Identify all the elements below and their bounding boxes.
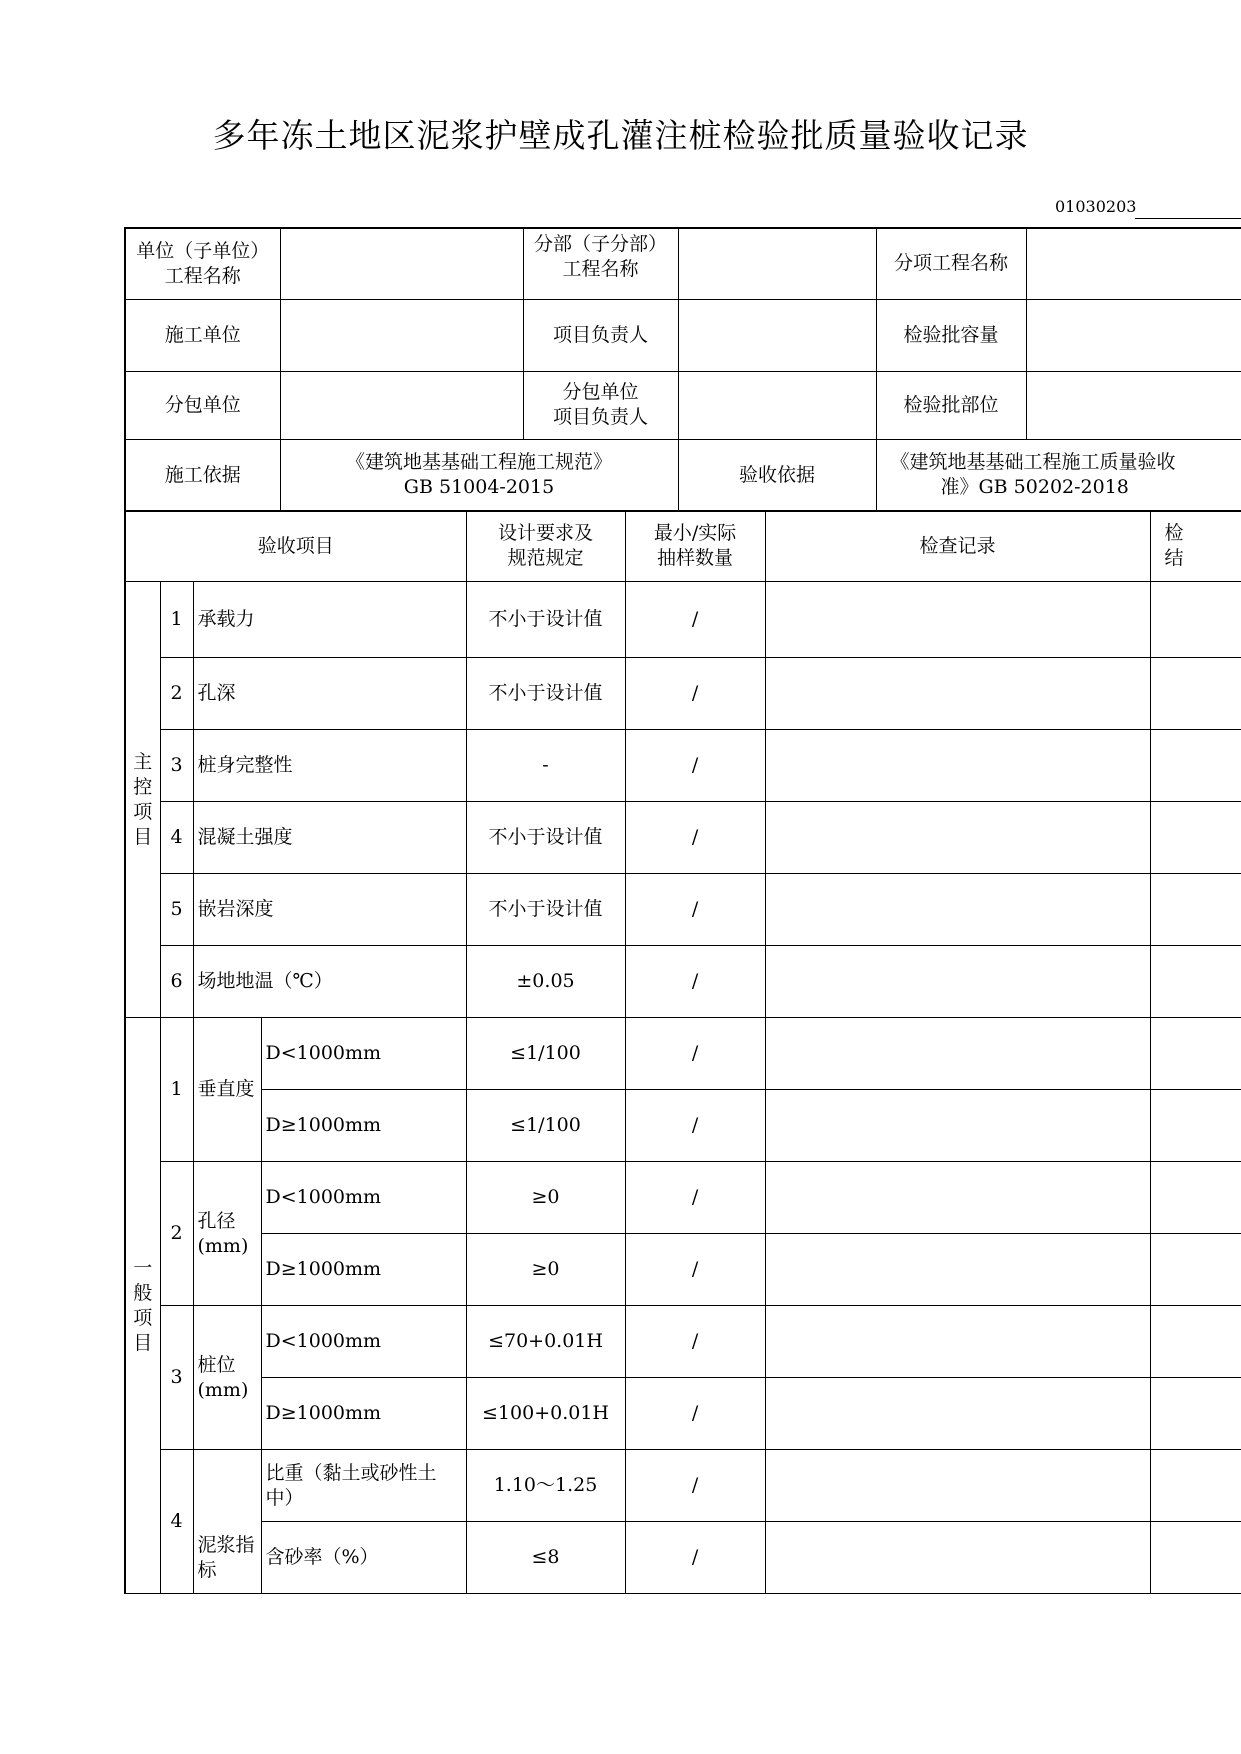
main-item-sample[interactable]: /	[625, 946, 765, 1018]
acceptance-basis-value: 《建筑地基基础工程施工质量验收 准》GB 50202-2018	[876, 439, 1241, 511]
subcontractor-field[interactable]	[280, 371, 523, 439]
general-item-sample[interactable]: /	[625, 1018, 765, 1090]
main-item-sample[interactable]: /	[625, 730, 765, 802]
general-sub-name: D<1000mm	[261, 1162, 466, 1234]
project-lead-label: 项目负责人	[523, 299, 678, 371]
main-item-name: 承载力	[193, 582, 466, 658]
general-item-result[interactable]	[1150, 1378, 1241, 1450]
main-item-no: 2	[160, 658, 193, 730]
main-item-sample[interactable]: /	[625, 658, 765, 730]
main-item-sample[interactable]: /	[625, 874, 765, 946]
basis-label: 施工依据	[125, 439, 280, 511]
project-lead-field[interactable]	[678, 299, 876, 371]
general-item-sample[interactable]: /	[625, 1450, 765, 1522]
sub-lead-field[interactable]	[678, 371, 876, 439]
contractor-field[interactable]	[280, 299, 523, 371]
col-result-header: 检 结	[1150, 511, 1241, 582]
general-item-name: 泥浆指 标	[193, 1450, 261, 1594]
general-item-req: ≤70+0.01H	[466, 1306, 625, 1378]
general-sub-name: 比重（黏土或砂性土 中）	[261, 1450, 466, 1522]
general-item-sample[interactable]: /	[625, 1306, 765, 1378]
general-item-record[interactable]	[765, 1018, 1150, 1090]
main-item-record[interactable]	[765, 874, 1150, 946]
general-item-req: ≤1/100	[466, 1018, 625, 1090]
main-item-name: 混凝土强度	[193, 802, 466, 874]
main-item-sample[interactable]: /	[625, 582, 765, 658]
general-sub-name: D<1000mm	[261, 1018, 466, 1090]
general-item-name: 垂直度	[193, 1018, 261, 1162]
acceptance-basis-label: 验收依据	[678, 439, 876, 511]
general-item-req: ≤1/100	[466, 1090, 625, 1162]
general-item-req: 1.10～1.25	[466, 1450, 625, 1522]
general-group-label: 一 般 项 目	[125, 1018, 160, 1594]
main-item-req: 不小于设计值	[466, 874, 625, 946]
general-item-sample[interactable]: /	[625, 1162, 765, 1234]
header-table	[124, 227, 1241, 512]
main-item-record[interactable]	[765, 582, 1150, 658]
general-item-record[interactable]	[765, 1450, 1150, 1522]
general-item-result[interactable]	[1150, 1018, 1241, 1090]
main-item-result[interactable]	[1150, 658, 1241, 730]
col-item-header: 验收项目	[125, 511, 466, 582]
general-item-record[interactable]	[765, 1162, 1150, 1234]
main-item-result[interactable]	[1150, 802, 1241, 874]
main-item-result[interactable]	[1150, 582, 1241, 658]
general-item-sample[interactable]: /	[625, 1378, 765, 1450]
general-sub-name: 含砂率（%）	[261, 1522, 466, 1594]
main-item-no: 3	[160, 730, 193, 802]
subcontractor-label: 分包单位	[125, 371, 280, 439]
general-item-record[interactable]	[765, 1522, 1150, 1594]
main-item-name: 场地地温（℃）	[193, 946, 466, 1018]
main-item-req: 不小于设计值	[466, 802, 625, 874]
general-item-no: 4	[160, 1450, 193, 1594]
general-item-req: ≤8	[466, 1522, 625, 1594]
sub-lead-label: 分包单位 项目负责人	[523, 371, 678, 439]
main-item-name: 孔深	[193, 658, 466, 730]
general-item-no: 1	[160, 1018, 193, 1162]
general-item-sample[interactable]: /	[625, 1522, 765, 1594]
page-title: 多年冻土地区泥浆护壁成孔灌注桩检验批质量验收记录	[212, 116, 1029, 155]
batch-location-field[interactable]	[1026, 371, 1241, 439]
items-table	[124, 510, 1241, 1594]
main-item-req: ±0.05	[466, 946, 625, 1018]
general-item-req: ≥0	[466, 1234, 625, 1306]
general-item-record[interactable]	[765, 1234, 1150, 1306]
main-item-result[interactable]	[1150, 730, 1241, 802]
main-item-no: 6	[160, 946, 193, 1018]
main-item-record[interactable]	[765, 946, 1150, 1018]
main-item-record[interactable]	[765, 802, 1150, 874]
col-design-header: 设计要求及 规范规定	[466, 511, 625, 582]
batch-location-label: 检验批部位	[876, 371, 1026, 439]
form-code: 01030203	[1055, 197, 1137, 216]
main-item-result[interactable]	[1150, 874, 1241, 946]
general-item-record[interactable]	[765, 1378, 1150, 1450]
col-sample-header: 最小/实际 抽样数量	[625, 511, 765, 582]
general-item-name: 桩位 (mm)	[193, 1306, 261, 1450]
main-item-req: 不小于设计值	[466, 582, 625, 658]
general-item-record[interactable]	[765, 1090, 1150, 1162]
main-item-name: 桩身完整性	[193, 730, 466, 802]
batch-capacity-field[interactable]	[1026, 299, 1241, 371]
col-record-header: 检查记录	[765, 511, 1150, 582]
main-item-record[interactable]	[765, 730, 1150, 802]
division-name-label: 分部（子分部） 工程名称	[523, 228, 678, 299]
general-sub-name: D≥1000mm	[261, 1378, 466, 1450]
general-item-record[interactable]	[765, 1306, 1150, 1378]
main-item-name: 嵌岩深度	[193, 874, 466, 946]
main-item-no: 5	[160, 874, 193, 946]
general-item-no: 2	[160, 1162, 193, 1306]
main-group-label: 主 控 项 目	[125, 582, 160, 1018]
main-item-record[interactable]	[765, 658, 1150, 730]
basis-value: 《建筑地基基础工程施工规范》 GB 51004-2015	[280, 439, 678, 511]
general-item-result[interactable]	[1150, 1090, 1241, 1162]
main-item-sample[interactable]: /	[625, 802, 765, 874]
general-item-req: ≤100+0.01H	[466, 1378, 625, 1450]
subitem-name-field[interactable]	[1026, 228, 1241, 299]
unit-name-label: 单位（子单位） 工程名称	[125, 228, 280, 299]
main-item-result[interactable]	[1150, 946, 1241, 1018]
general-sub-name: D<1000mm	[261, 1306, 466, 1378]
general-item-result[interactable]	[1150, 1450, 1241, 1522]
batch-capacity-label: 检验批容量	[876, 299, 1026, 371]
general-item-no: 3	[160, 1306, 193, 1450]
inspection-form	[124, 227, 1241, 1604]
main-item-no: 4	[160, 802, 193, 874]
subitem-name-label: 分项工程名称	[876, 228, 1026, 299]
general-sub-name: D≥1000mm	[261, 1090, 466, 1162]
general-item-sample[interactable]: /	[625, 1234, 765, 1306]
general-item-result[interactable]	[1150, 1162, 1241, 1234]
general-sub-name: D≥1000mm	[261, 1234, 466, 1306]
general-item-result[interactable]	[1150, 1306, 1241, 1378]
general-item-name: 孔径 (mm)	[193, 1162, 261, 1306]
main-item-req: 不小于设计值	[466, 658, 625, 730]
code-underline	[1135, 218, 1241, 219]
general-item-result[interactable]	[1150, 1522, 1241, 1594]
unit-name-field[interactable]	[280, 228, 523, 299]
division-name-field[interactable]	[678, 228, 876, 299]
general-item-sample[interactable]: /	[625, 1090, 765, 1162]
contractor-label: 施工单位	[125, 299, 280, 371]
main-item-no: 1	[160, 582, 193, 658]
general-item-req: ≥0	[466, 1162, 625, 1234]
main-item-req: -	[466, 730, 625, 802]
general-item-result[interactable]	[1150, 1234, 1241, 1306]
